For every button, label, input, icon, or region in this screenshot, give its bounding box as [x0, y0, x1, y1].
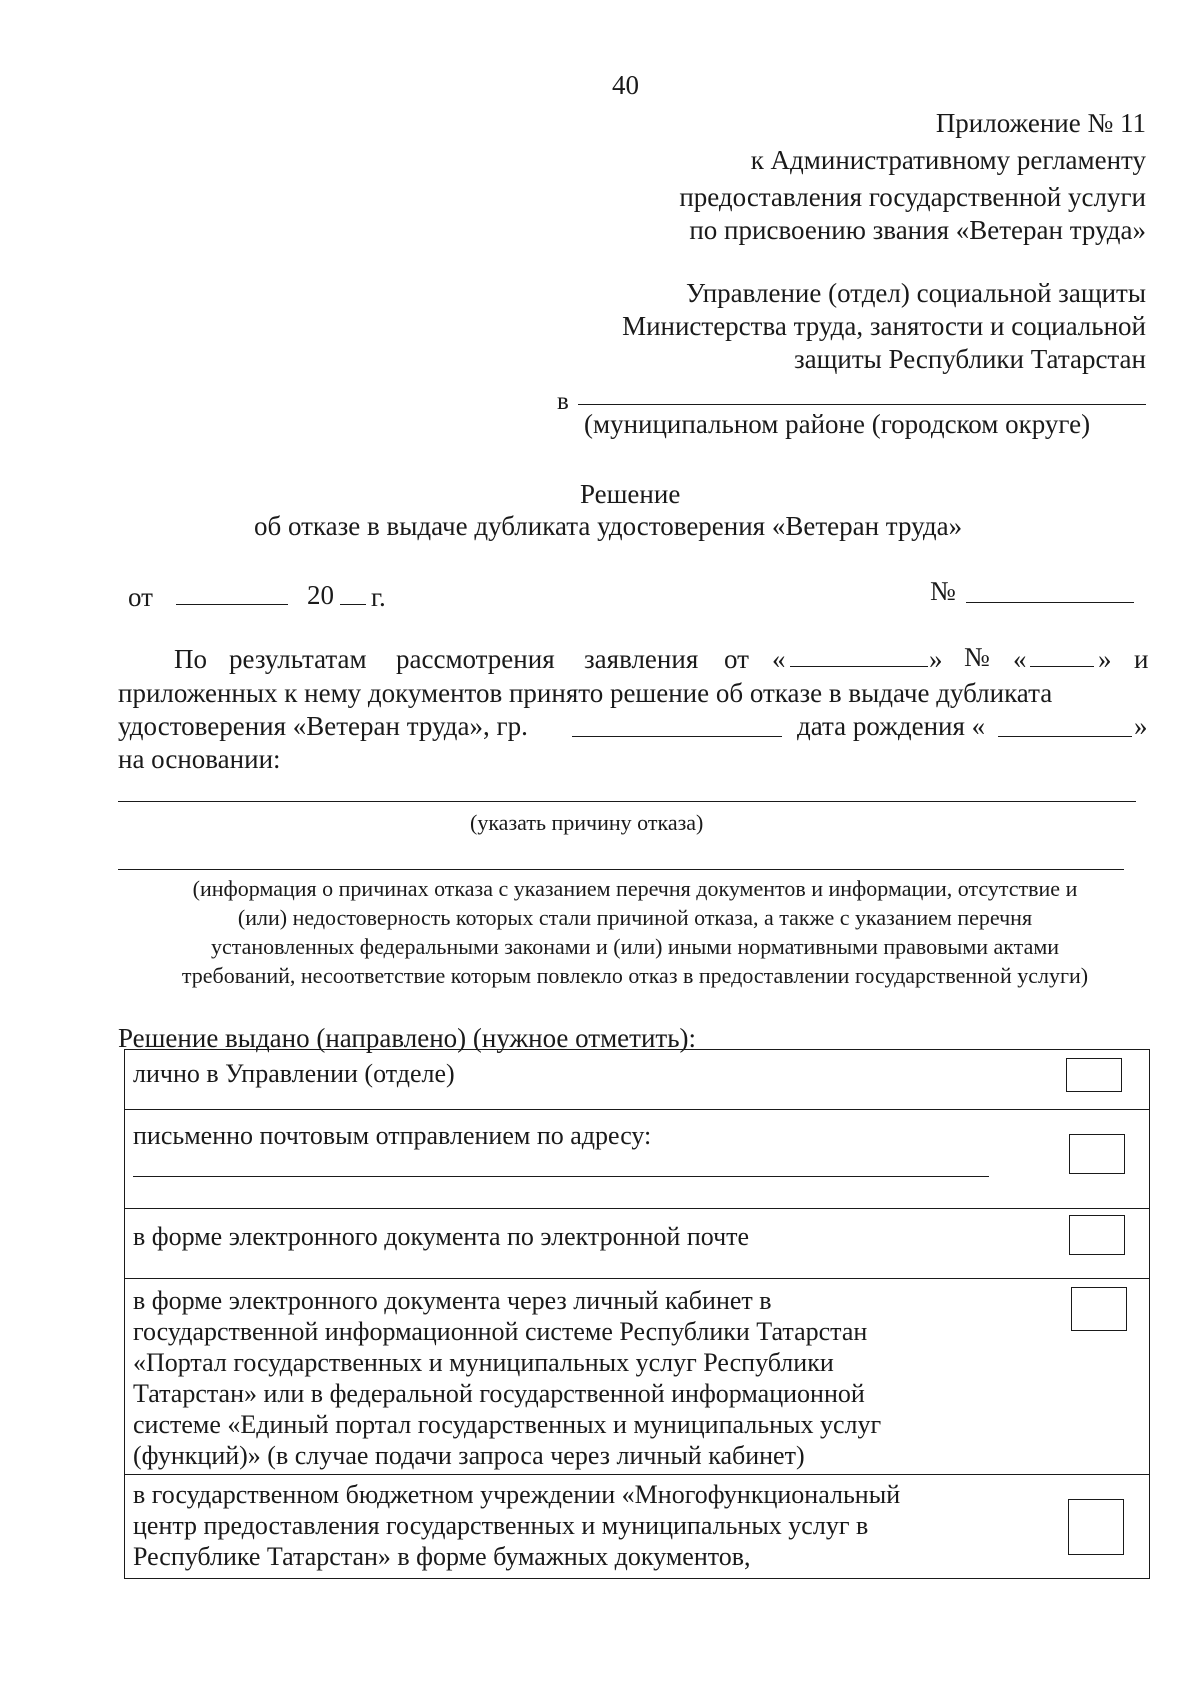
body-line-4: на основании: [118, 744, 281, 774]
appendix-line-4: по присвоению звания «Ветеран труда» [689, 215, 1146, 245]
delivery-option-checkbox[interactable] [1069, 1215, 1125, 1255]
body-word: » [929, 644, 943, 674]
delivery-heading: Решение выдано (направлено) (нужное отметить): [118, 1023, 697, 1053]
delivery-option-row [125, 1109, 1149, 1208]
number-label: № [930, 576, 956, 606]
appendix-line-2: к Административному регламенту [750, 145, 1146, 175]
delivery-option-row [125, 1049, 1149, 1109]
application-number-fill-line [1030, 666, 1094, 667]
postal-address-fill-line [133, 1176, 989, 1177]
delivery-option-checkbox[interactable] [1069, 1134, 1125, 1174]
delivery-option-row [125, 1208, 1149, 1278]
body-word: По [174, 644, 207, 674]
body-word: « [1013, 644, 1027, 674]
body-line-3-birth: дата рождения « [797, 711, 986, 741]
appendix-line-3: предоставления государственной услуги [679, 182, 1146, 212]
delivery-option-label: в форме электронного документа по электронной почте [133, 1222, 750, 1251]
document-subtitle: об отказе в выдаче дубликата удостоверения «Ветеран труда» [254, 511, 963, 541]
addressee-line-2: Министерства труда, занятости и социальной [622, 311, 1146, 341]
delivery-option-label: в государственном бюджетном учреждении «Многофункциональный центр предоставления государственных и муниципальных услуг в Республике Татарстан» в форме бумажных документов, [133, 1480, 901, 1571]
addressee-prefix: в [557, 388, 569, 415]
delivery-option-label: письменно почтовым отправлением по адресу: [133, 1121, 652, 1150]
delivery-option-checkbox[interactable] [1071, 1287, 1127, 1331]
year-prefix: 20 [307, 580, 334, 610]
municipality-fill-line [578, 404, 1146, 405]
number-fill-line [966, 602, 1134, 603]
body-word: » [1098, 644, 1112, 674]
info-note-line-4: требований, несоответствие которым повлекло отказ в предоставлении государственной услуги) [181, 963, 1089, 988]
body-line-3-start: удостоверения «Ветеран труда», гр. [118, 711, 528, 741]
delivery-option-checkbox[interactable] [1066, 1058, 1122, 1092]
body-word: результатам [229, 644, 367, 674]
reason-caption: (указать причину отказа) [470, 810, 704, 835]
info-note-line-3: установленных федеральными законами и (или) иными нормативными правовыми актами [210, 934, 1060, 959]
delivery-option-checkbox[interactable] [1068, 1499, 1124, 1555]
page-number: 40 [612, 70, 639, 100]
addressee-line-3: защиты Республики Татарстан [793, 344, 1146, 374]
addressee-line-1: Управление (отдел) социальной защиты [685, 278, 1146, 308]
body-word: от [724, 644, 749, 674]
year-suffix: г. [371, 582, 386, 612]
delivery-option-label: лично в Управлении (отделе) [133, 1059, 455, 1088]
body-word: рассмотрения [396, 644, 555, 674]
delivery-option-label: в форме электронного документа через личный кабинет в государственной информационной системе Республики Татарстан «Портал государственных и муниципальных услуг Республики Татарстан» или в федеральной государственной информационной системе «Единый портал государственных и муниципальных услуг (функций)» (в случае подачи запроса через личный кабинет) [133, 1286, 882, 1470]
date-fill-line [176, 604, 288, 605]
appendix-line-1: Приложение № 11 [935, 108, 1146, 138]
document-title: Решение [580, 479, 681, 509]
application-date-fill-line [790, 666, 928, 667]
delivery-options-table [124, 1049, 1150, 1579]
year-fill-line [340, 604, 366, 605]
body-word: и [1134, 644, 1149, 674]
reason-fill-line [118, 801, 1136, 802]
citizen-name-fill-line [572, 736, 782, 737]
info-note-line-2: (или) недостоверность которых стали причиной отказа, а также с указанием перечня [237, 905, 1033, 930]
delivery-option-row [125, 1278, 1149, 1474]
date-from-label: от [128, 582, 153, 612]
body-word: « [772, 644, 786, 674]
body-word: № [964, 642, 990, 672]
info-note-line-1: (информация о причинах отказа с указанием перечня документов и информации, отсутствие и [192, 876, 1078, 901]
body-line-2: приложенных к нему документов принято решение об отказе в выдаче дубликата [118, 678, 1053, 708]
body-word: заявления [584, 644, 699, 674]
body-line-3-end: » [1134, 711, 1148, 741]
delivery-option-row [125, 1474, 1149, 1578]
municipality-caption: (муниципальном районе (городском округе) [584, 409, 1091, 439]
birth-date-fill-line [998, 736, 1132, 737]
info-fill-line [118, 869, 1124, 870]
